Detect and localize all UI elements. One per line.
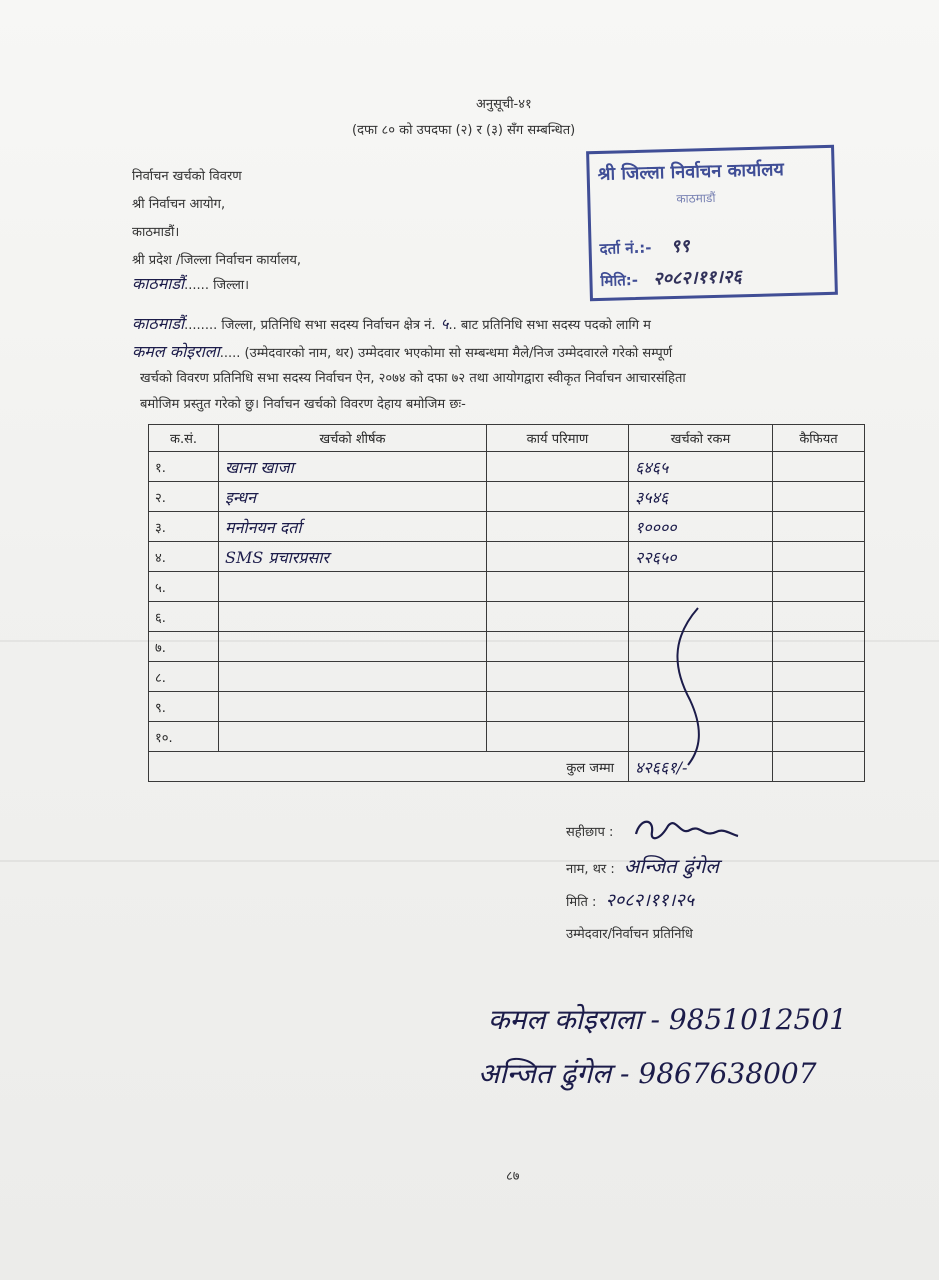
row-expense-title (219, 662, 487, 692)
header-amount: खर्चको रकम (629, 425, 773, 452)
row-amount: ३५४६ (629, 482, 773, 512)
row-quantity (487, 602, 629, 632)
row-remarks (773, 692, 865, 722)
contact-phone: - 9867638007 (620, 1057, 817, 1090)
row-sn: ७. (149, 632, 219, 662)
body-district-handwritten: काठमाडौं (132, 314, 185, 333)
address-line-2: श्री निर्वाचन आयोग, (132, 197, 226, 212)
row-remarks (773, 572, 865, 602)
body-line-1-text: ........ जिल्ला, प्रतिनिधि सभा सदस्य निर्वाचन क्षेत्र नं. (184, 318, 436, 333)
fold-line (0, 860, 939, 862)
row-expense-title (219, 692, 487, 722)
body-line-2-text: ..... (उम्मेदवारको नाम, थर) उम्मेदवार भएकोमा सो सम्बन्धमा मैले/निज उम्मेदवारले गरेको सम्पूर्ण (219, 346, 673, 361)
candidate-handwritten: कमल कोइराला (132, 342, 220, 361)
row-remarks (773, 542, 865, 572)
stamp-place: काठमाडौं (676, 190, 716, 206)
body-line-1 (132, 312, 651, 334)
row-quantity (487, 482, 629, 512)
row-remarks (773, 482, 865, 512)
stamp-registration (599, 234, 689, 260)
date-label: मिति : (566, 895, 597, 910)
stamp-date-value: २०८२।११।२६ (652, 266, 742, 290)
body-line-1-end: .. बाट प्रतिनिधि सभा सदस्य पदको लागि म (448, 318, 651, 333)
row-expense-title: मनोनयन दर्ता (219, 512, 487, 542)
stamp-reg-label: दर्ता नं.:- (599, 238, 652, 258)
body-line-4: बमोजिम प्रस्तुत गरेको छु। निर्वाचन खर्चको विवरण देहाय बमोजिम छः- (140, 397, 466, 412)
row-remarks (773, 512, 865, 542)
total-label: कुल जम्मा (149, 752, 629, 782)
row-remarks (773, 602, 865, 632)
row-amount: १०००० (629, 512, 773, 542)
total-value: ४२६६१/- (629, 752, 773, 782)
row-quantity (487, 662, 629, 692)
row-sn: २. (149, 482, 219, 512)
row-expense-title (219, 602, 487, 632)
stamp-reg-value: ९९ (670, 235, 690, 258)
contact-line-2 (478, 1054, 817, 1092)
row-quantity (487, 722, 629, 752)
row-expense-title: SMS प्रचारप्रसार (219, 542, 487, 572)
row-sn: ४. (149, 542, 219, 572)
row-remarks (773, 722, 865, 752)
date-value: २०८२।११।२५ (605, 890, 695, 911)
stamp-date-label: मिति:- (600, 270, 639, 290)
table-row (149, 512, 865, 542)
date-row (566, 888, 694, 912)
district-suffix: ...... जिल्ला। (184, 278, 250, 293)
row-sn: १०. (149, 722, 219, 752)
page-number: ८७ (506, 1169, 520, 1184)
row-quantity (487, 452, 629, 482)
address-district-line (132, 272, 249, 294)
row-quantity (487, 542, 629, 572)
row-remarks (773, 662, 865, 692)
body-line-2 (132, 340, 672, 362)
stamp-title: श्री जिल्ला निर्वाचन कार्यालय (597, 159, 785, 185)
constituency-handwritten: ५ (440, 315, 449, 333)
table-row (149, 632, 865, 662)
section-reference: (दफा ८० को उपदफा (२) र (३) सँग सम्बन्धित) (352, 123, 576, 138)
district-handwritten: काठमाडौं (132, 274, 185, 293)
table-header-row (149, 425, 865, 452)
row-expense-title (219, 722, 487, 752)
row-sn: ६. (149, 602, 219, 632)
schedule-title: अनुसूची-४१ (476, 97, 532, 112)
name-row (566, 852, 719, 879)
address-line-3: काठमाडौं। (132, 225, 180, 240)
header-expense-title: खर्चको शीर्षक (219, 425, 487, 452)
name-value: अन्जित ढुंगेल (623, 854, 719, 878)
row-expense-title (219, 572, 487, 602)
row-quantity (487, 692, 629, 722)
contact-name: कमल कोइराला (488, 1003, 642, 1036)
table-row (149, 452, 865, 482)
table-row (149, 662, 865, 692)
table-row (149, 602, 865, 632)
contact-line-1 (488, 1000, 847, 1038)
blank-rows-strike-mark (660, 600, 720, 770)
row-amount (629, 572, 773, 602)
row-expense-title: इन्धन (219, 482, 487, 512)
expense-table (148, 424, 865, 782)
row-sn: ८. (149, 662, 219, 692)
table-row (149, 692, 865, 722)
name-label: नाम, थर : (566, 862, 615, 877)
table-total-row (149, 752, 865, 782)
address-line-1: निर्वाचन खर्चको विवरण (132, 169, 242, 184)
contact-name: अन्जित ढुंगेल (478, 1057, 612, 1090)
row-sn: ३. (149, 512, 219, 542)
header-sn: क.सं. (149, 425, 219, 452)
row-sn: ५. (149, 572, 219, 602)
table-row (149, 572, 865, 602)
signature-label: सहीछाप : (566, 825, 614, 840)
row-remarks (773, 452, 865, 482)
row-quantity (487, 572, 629, 602)
office-stamp (586, 145, 838, 301)
body-line-3: खर्चको विवरण प्रतिनिधि सभा सदस्य निर्वाचन ऐन, २०७४ को दफा ७२ तथा आयोगद्वारा स्वीकृत निर्वाचन आचारसंहिता (140, 371, 686, 386)
table-row (149, 542, 865, 572)
address-line-4: श्री प्रदेश /जिल्ला निर्वाचन कार्यालय, (132, 253, 302, 268)
contact-phone: - 9851012501 (650, 1003, 847, 1036)
row-quantity (487, 632, 629, 662)
stamp-date (600, 264, 742, 292)
row-sn: १. (149, 452, 219, 482)
header-remarks: कैफियत (773, 425, 865, 452)
signature-row (566, 822, 613, 840)
row-quantity (487, 512, 629, 542)
handwritten-signature (630, 812, 750, 846)
total-remarks (773, 752, 865, 782)
table-row (149, 482, 865, 512)
row-amount: २२६५० (629, 542, 773, 572)
row-remarks (773, 632, 865, 662)
signatory-role: उम्मेदवार/निर्वाचन प्रतिनिधि (566, 927, 693, 942)
row-amount: ६४६५ (629, 452, 773, 482)
row-expense-title (219, 632, 487, 662)
header-quantity: कार्य परिमाण (487, 425, 629, 452)
table-row (149, 722, 865, 752)
row-sn: ९. (149, 692, 219, 722)
row-expense-title: खाना खाजा (219, 452, 487, 482)
